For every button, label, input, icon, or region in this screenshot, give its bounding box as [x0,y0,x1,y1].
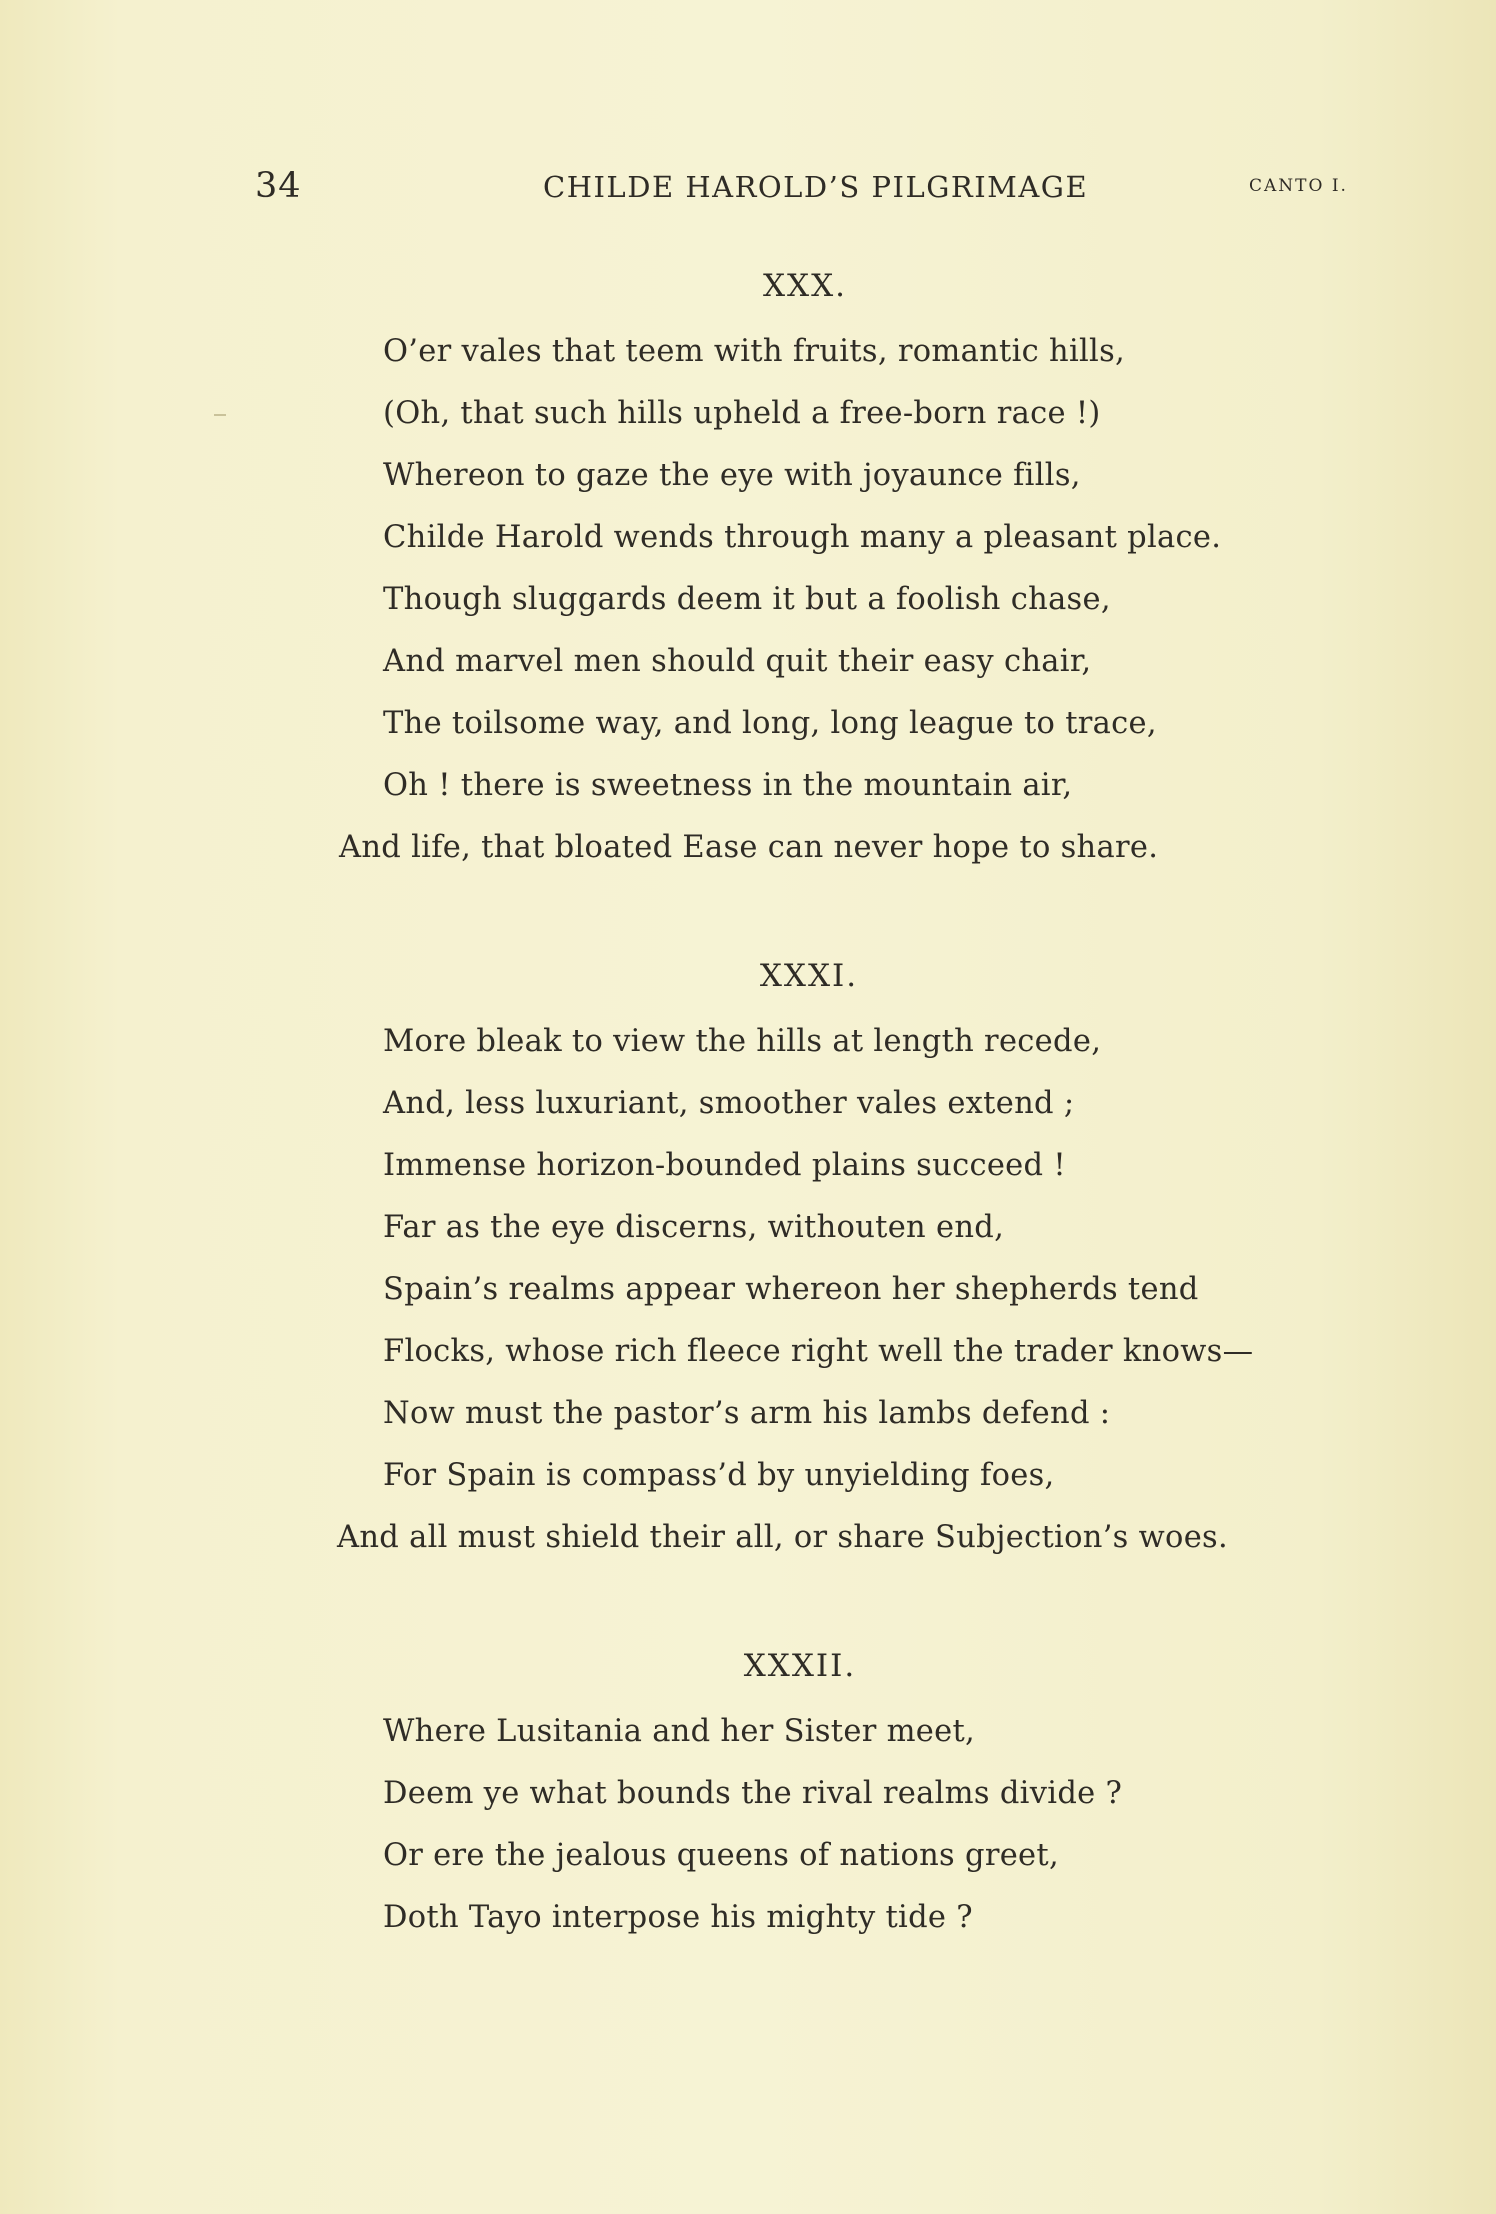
stanza-number: XXXI. [759,958,859,994]
verse-line: Oh ! there is sweetness in the mountain air, [383,768,1073,803]
verse-line: Far as the eye discerns, withouten end, [383,1210,1005,1245]
verse-line: Spain’s realms appear whereon her shepherds tend [383,1272,1199,1307]
canto-label: CANTO I. [1249,176,1348,196]
verse-line: More bleak to view the hills at length recede, [383,1024,1102,1059]
page-header [255,164,1385,214]
verse-line: Or ere the jealous queens of nations greet, [383,1838,1059,1873]
verse-line: Flocks, whose rich fleece right well the trader knows— [383,1334,1254,1369]
margin-mark [214,414,226,416]
verse-line: Whereon to gaze the eye with joyaunce fills, [383,458,1081,493]
stanza-number: XXXII. [743,1648,857,1684]
verse-line: Where Lusitania and her Sister meet, [383,1714,976,1749]
verse-line: Immense horizon-bounded plains succeed ! [383,1148,1066,1183]
verse-line: And, less luxuriant, smoother vales extend ; [383,1086,1075,1121]
page-number: 34 [255,166,302,206]
verse-line: Though sluggards deem it but a foolish chase, [383,582,1111,617]
verse-line: Now must the pastor’s arm his lambs defend : [383,1396,1111,1431]
verse-line: O’er vales that teem with fruits, romantic hills, [383,334,1126,369]
verse-line: And marvel men should quit their easy chair, [383,644,1092,679]
verse-line: Doth Tayo interpose his mighty tide ? [383,1900,973,1935]
verse-line: For Spain is compass’d by unyielding foes, [383,1458,1055,1493]
verse-line: Childe Harold wends through many a pleasant place. [383,520,1222,555]
verse-line: And all must shield their all, or share Subjection’s woes. [337,1520,1228,1555]
running-title: CHILDE HAROLD’S PILGRIMAGE [543,170,1089,204]
verse-line: And life, that bloated Ease can never hope to share. [339,830,1159,865]
verse-line: The toilsome way, and long, long league to trace, [383,706,1157,741]
stanza-number: XXX. [762,268,848,304]
verse-line: (Oh, that such hills upheld a free-born race !) [383,396,1101,431]
verse-line: Deem ye what bounds the rival realms divide ? [383,1776,1123,1811]
